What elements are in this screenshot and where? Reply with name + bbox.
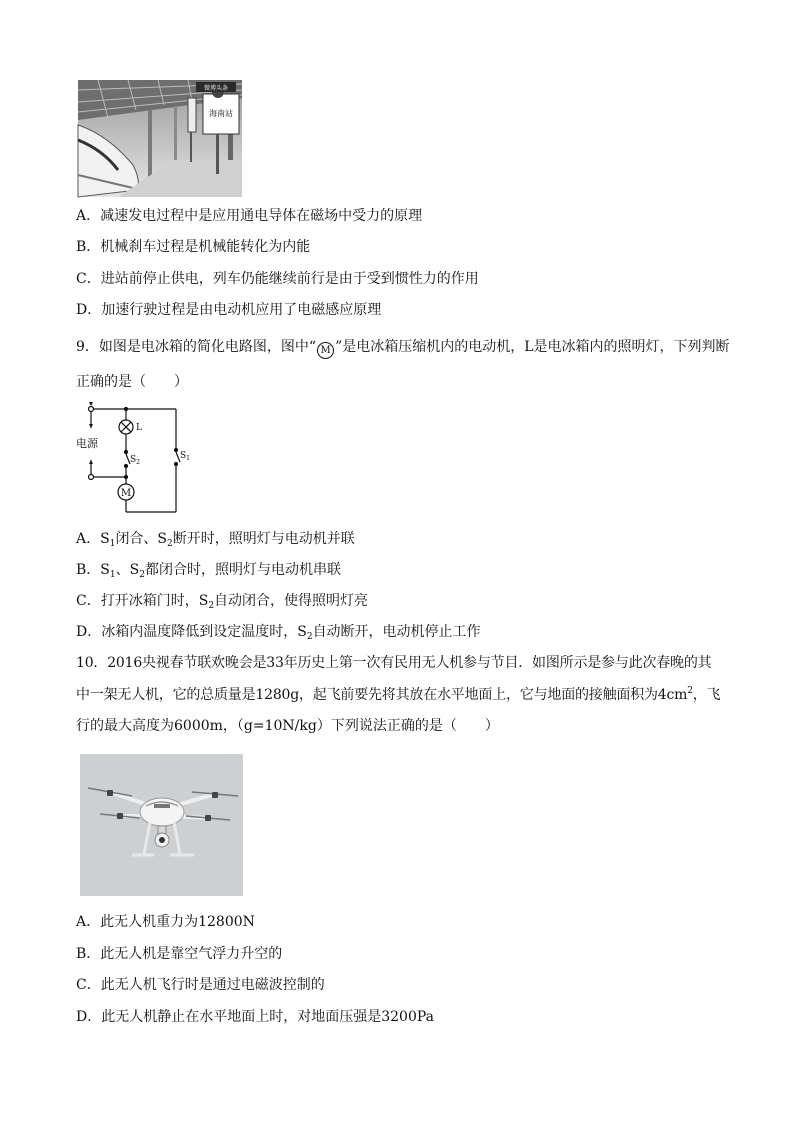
s2-label: $S_2$ xyxy=(130,455,140,466)
q9-option-b: B．$S_1$、$S_2$都闭合时，照明灯与电动机串联 xyxy=(76,562,341,580)
q9-option-c: C．打开冰箱门时，$S_2$自动闭合，使得照明灯亮 xyxy=(76,593,369,611)
lamp-label: L xyxy=(136,423,142,433)
motor-label: M xyxy=(120,488,132,499)
q9-stem-line1 xyxy=(76,337,730,359)
q10-stem-line2: 中一架无人机，它的总质量是1280g，起飞前要先将其放在水平地面上，它与地面的接触面积为$4cm^2$，飞 xyxy=(76,686,721,703)
q10-option-c: C．此无人机飞行时是通过电磁波控制的 xyxy=(76,977,325,993)
train-photo-graphic xyxy=(78,80,242,197)
sign-top-text: 微博头条 xyxy=(203,85,229,92)
q10-stem-line3: 行的最大高度为6000m，（g=10N/kg）下列说法正确的是（ ） xyxy=(76,718,499,734)
q8-option-a: A．减速发电过程中是应用通电导体在磁场中受力的原理 xyxy=(76,208,423,224)
q10-stem-line1: 10．2016央视春节联欢晚会是33年历史上第一次有民用无人机参与节目．如图所示是参与此次春晚的其 xyxy=(76,655,712,671)
drone-graphic xyxy=(80,754,243,896)
train-photo xyxy=(78,80,242,197)
q9-option-d: D．冰箱内温度降低到设定温度时，$S_2$自动断开，电动机停止工作 xyxy=(76,624,481,642)
circuit-diagram xyxy=(74,398,190,518)
q8-option-c: C．进站前停止供电，列车仍能继续前行是由于受到惯性力的作用 xyxy=(76,271,479,287)
q8-option-d: D．加速行驶过程是由电动机应用了电磁感应原理 xyxy=(76,302,382,318)
station-board-text: 海南站 xyxy=(209,109,233,118)
motor-symbol-icon: M xyxy=(317,342,334,359)
q9-stem-line2: 正确的是（ ） xyxy=(76,374,188,390)
q8-option-b: B．机械刹车过程是机械能转化为内能 xyxy=(76,239,311,255)
s1-label: $S_1$ xyxy=(180,451,190,462)
drone-photo xyxy=(80,754,243,896)
q9-stem-part1: 9．如图是电冰箱的简化电路图，图中“ xyxy=(76,339,317,355)
q9-option-a: A．$S_1$闭合、$S_2$断开时，照明灯与电动机并联 xyxy=(76,531,355,549)
q9-stem-part2: ”是电冰箱压缩机内的电动机，L是电冰箱内的照明灯，下列判断 xyxy=(335,339,730,355)
q10-option-b: B．此无人机是靠空气浮力升空的 xyxy=(76,946,283,962)
q10-option-d: D．此无人机静止在水平地面上时，对地面压强是3200Pa xyxy=(76,1009,434,1025)
q10-option-a: A．此无人机重力为12800N xyxy=(76,914,255,930)
source-label: 电源 xyxy=(76,437,98,450)
